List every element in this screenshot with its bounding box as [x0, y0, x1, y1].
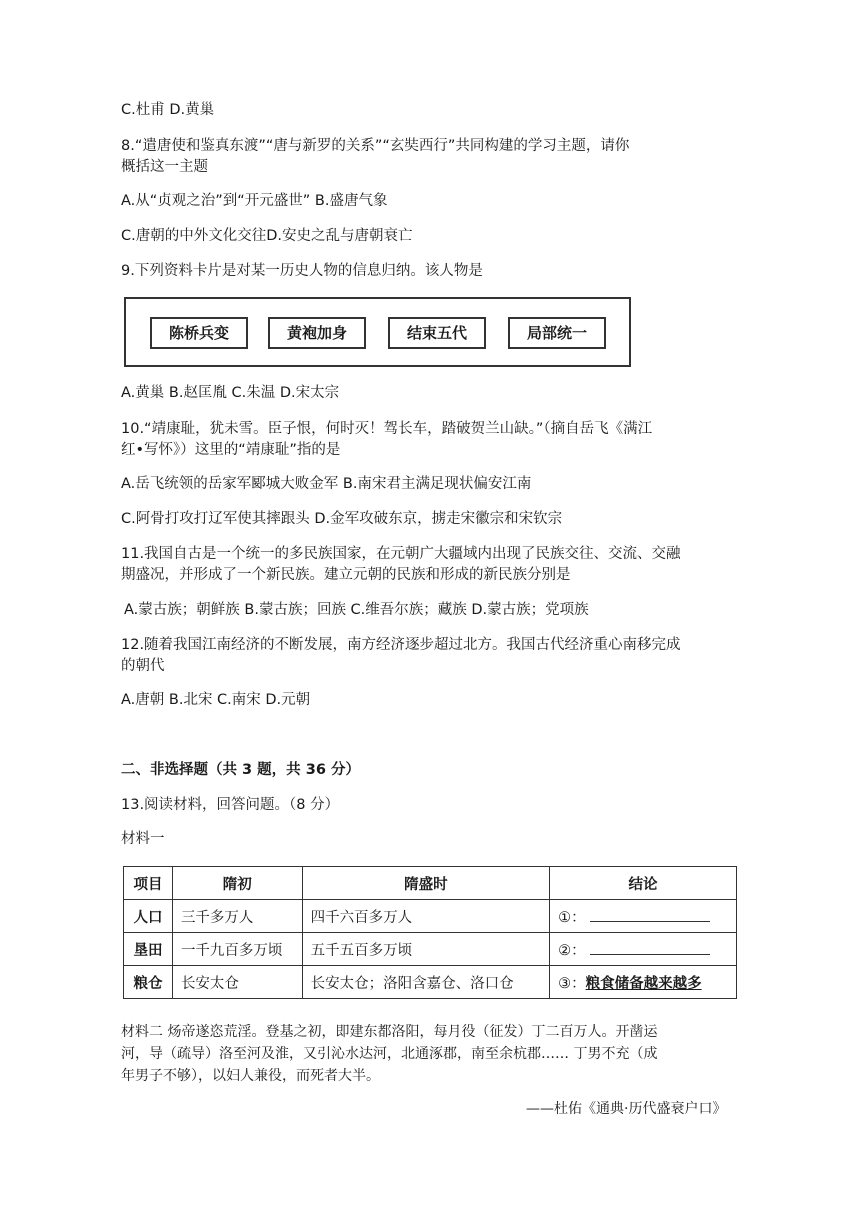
table-row [124, 933, 737, 966]
table-cell: 一千九百多万顷 [172, 933, 302, 966]
answer-blank[interactable] [590, 907, 710, 922]
q8-stem-line1: 8.“遣唐使和鉴真东渡”“唐与新罗的关系”“玄奘西行”共同构建的学习主题，请你 [121, 138, 630, 154]
card-item: 黄袍加身 [268, 317, 366, 349]
table-cell: 长安太仓；洛阳含嘉仓、洛口仓 [302, 966, 549, 999]
table-row [124, 900, 737, 933]
table-row [124, 966, 737, 999]
q12-stem-line1: 12.随着我国江南经济的不断发展，南方经济逐步超过北方。我国古代经济重心南移完成 [121, 637, 681, 653]
q11-stem-line1: 11.我国自古是一个统一的多民族国家，在元朝广大疆域内出现了民族交往、交流、交融 [121, 546, 681, 562]
q8-options-ab: A.从“贞观之治”到“开元盛世” B.盛唐气象 [121, 193, 388, 209]
q10-options-cd: C.阿骨打攻打辽军使其摔跟头 D.金军攻破东京，掳走宋徽宗和宋钦宗 [121, 511, 563, 527]
section-heading: 二、非选择题（共 3 题，共 36 分） [121, 762, 360, 778]
material-two-line1: 材料二 炀帝遂恣荒淫。登基之初，即建东都洛阳，每月役（征发）丁二百万人。开凿运 [121, 1024, 658, 1040]
material-two-source: ——杜佑《通典·历代盛衰户口》 [526, 1101, 727, 1117]
table-cell: 粮仓 [124, 966, 173, 999]
q11-stem-line2: 期盛况，并形成了一个新民族。建立元朝的民族和形成的新民族分别是 [121, 567, 571, 583]
table-cell: 垦田 [124, 933, 173, 966]
conclusion-cell [550, 933, 737, 966]
answer-marker: ①： [558, 909, 586, 926]
answer-marker: ②： [558, 942, 586, 959]
q11-options: A.蒙古族；朝鲜族 B.蒙古族；回族 C.维吾尔族；藏族 D.蒙古族；党项族 [124, 602, 589, 618]
q12-stem-line2: 的朝代 [121, 658, 165, 674]
q13-stem: 13.阅读材料，回答问题。（8 分） [121, 797, 340, 813]
table-cell: 三千多万人 [172, 900, 302, 933]
q9-stem: 9.下列资料卡片是对某一历史人物的信息归纳。该人物是 [121, 263, 483, 279]
table-cell: 长安太仓 [172, 966, 302, 999]
table-header: 项目 [124, 867, 173, 900]
table-cell: 人口 [124, 900, 173, 933]
q9-info-card [124, 297, 631, 367]
answer-blank[interactable] [590, 940, 710, 955]
card-item: 陈桥兵变 [150, 317, 248, 349]
card-item: 局部统一 [508, 317, 606, 349]
table-header: 结论 [550, 867, 737, 900]
table-header-row [124, 867, 737, 900]
material-one-table [123, 866, 737, 999]
conclusion-cell [550, 900, 737, 933]
q8-options-cd: C.唐朝的中外文化交往D.安史之乱与唐朝衰亡 [121, 228, 413, 244]
table-header: 隋初 [172, 867, 302, 900]
material-two-line3: 年男子不够），以妇人兼役，而死者大半。 [121, 1068, 380, 1084]
material-two-line2: 河，导（疏导）洛至河及淮，又引沁水达河，北通涿郡，南至余杭郡…… 丁男不充（成 [121, 1046, 658, 1062]
q10-stem-line1: 10.“靖康耻，犹未雪。臣子恨，何时灭！驾长车，踏破贺兰山缺。”（摘自岳飞《满江 [121, 421, 653, 437]
q8-stem-line2: 概括这一主题 [121, 159, 208, 175]
card-item: 结束五代 [388, 317, 486, 349]
conclusion-cell [550, 966, 737, 999]
q7-options-cd: C.杜甫 D.黄巢 [121, 102, 215, 118]
q10-options-ab: A.岳飞统领的岳家军郾城大败金军 B.南宋君主满足现状偏安江南 [121, 476, 532, 492]
table-cell: 五千五百多万顷 [302, 933, 549, 966]
answer-marker: ③： [558, 975, 586, 992]
table-header: 隋盛时 [302, 867, 549, 900]
q12-options: A.唐朝 B.北宋 C.南宋 D.元朝 [121, 692, 311, 708]
q9-options: A.黄巢 B.赵匡胤 C.朱温 D.宋太宗 [121, 385, 340, 401]
material-one-label: 材料一 [121, 831, 165, 847]
q10-stem-line2: 红•写怀》）这里的“靖康耻”指的是 [121, 442, 341, 458]
table-cell: 四千六百多万人 [302, 900, 549, 933]
answer-filled: 粮食储备越来越多 [585, 974, 702, 992]
